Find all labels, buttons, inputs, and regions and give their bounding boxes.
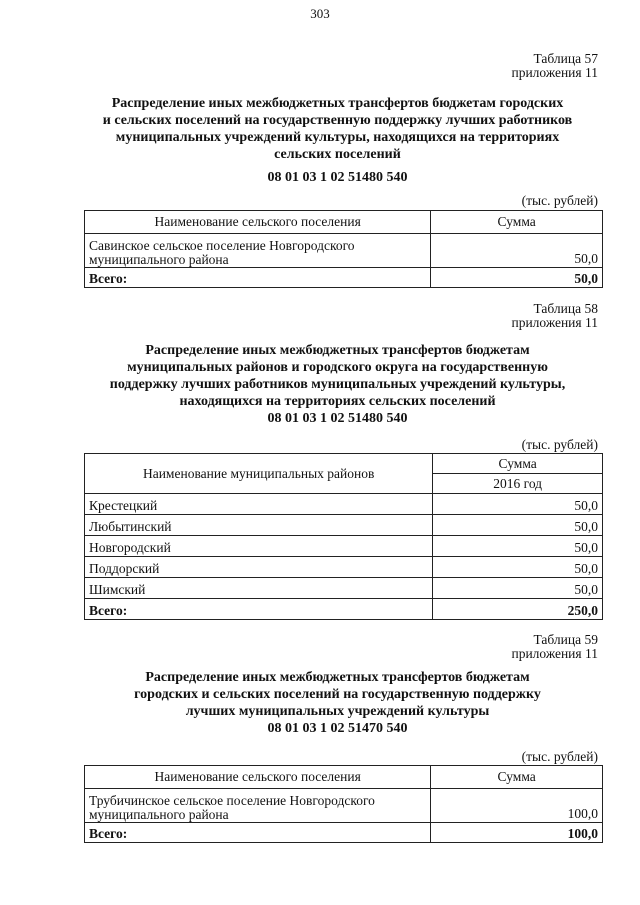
column-header-name: Наименование сельского поселения (85, 211, 431, 234)
total-row (85, 823, 603, 843)
title-line: сельских поселений (274, 147, 401, 162)
table-row (85, 494, 603, 515)
table-row (85, 789, 603, 823)
table59-title (60, 669, 615, 737)
total-value: 100,0 (431, 823, 603, 843)
table58-ref-line2: приложения 11 (511, 315, 598, 330)
amount-value: 100,0 (431, 789, 603, 823)
unit-label: (тыс. рублей) (521, 437, 598, 452)
table57-reference (511, 52, 598, 80)
budget-code: 08 01 03 1 02 51470 540 (267, 721, 408, 736)
district-name: Новгородский (85, 536, 433, 557)
settlement-name: Савинское сельское поселение Новгородского муниципального района (85, 234, 431, 268)
title-line: и сельских поселений на государственную поддержку лучших работников (102, 113, 573, 128)
total-value: 50,0 (431, 268, 603, 288)
title-line: лучших муниципальных учреждений культуры (185, 704, 490, 719)
table-row (85, 234, 603, 268)
title-line: Распределение иных межбюджетных трансфертов бюджетам (145, 670, 530, 685)
table58-ref-line1: Таблица 58 (533, 301, 598, 316)
table57-ref-line2: приложения 11 (511, 65, 598, 80)
title-line: муниципальных районов и городского округа на государственную (127, 360, 548, 375)
column-header-sum: Сумма (431, 766, 603, 789)
total-label: Всего: (85, 823, 431, 843)
settlement-name: Трубичинское сельское поселение Новгородского муниципального района (85, 789, 431, 823)
table-row (85, 515, 603, 536)
table57-ref-line1: Таблица 57 (533, 51, 598, 66)
total-row (85, 599, 603, 620)
table59-reference (511, 633, 598, 661)
total-label: Всего: (85, 268, 431, 288)
column-header-name: Наименование муниципальных районов (85, 454, 433, 494)
amount-value: 50,0 (433, 536, 603, 557)
budget-code: 08 01 03 1 02 51480 540 (267, 170, 408, 185)
table-row (85, 557, 603, 578)
district-name: Крестецкий (85, 494, 433, 515)
title-line: поддержку лучших работников муниципальных учреждений культуры, (109, 377, 566, 392)
table-row (85, 578, 603, 599)
title-line: муниципальных учреждений культуры, находящихся на территориях (115, 130, 560, 145)
table59-ref-line1: Таблица 59 (533, 632, 598, 647)
unit-label: (тыс. рублей) (521, 193, 598, 208)
column-header-sum: Сумма (431, 211, 603, 234)
table59-ref-line2: приложения 11 (511, 646, 598, 661)
total-value: 250,0 (433, 599, 603, 620)
amount-value: 50,0 (433, 494, 603, 515)
column-header-name: Наименование сельского поселения (85, 766, 431, 789)
district-name: Поддорский (85, 557, 433, 578)
budget-code: 08 01 03 1 02 51480 540 (267, 411, 408, 426)
table57 (84, 210, 603, 288)
table-row (85, 536, 603, 557)
title-line: находящихся на территориях сельских поселений (179, 394, 496, 409)
page-number: 303 (310, 6, 330, 21)
total-row (85, 268, 603, 288)
table58 (84, 453, 603, 620)
district-name: Шимский (85, 578, 433, 599)
table57-title (60, 95, 615, 186)
table58-title (60, 342, 615, 427)
column-header-sum: Сумма (433, 454, 603, 474)
table58-reference (511, 302, 598, 330)
title-line: городских и сельских поселений на государственную поддержку (134, 687, 541, 702)
unit-label: (тыс. рублей) (521, 749, 598, 764)
amount-value: 50,0 (433, 578, 603, 599)
title-line: Распределение иных межбюджетных трансфертов бюджетам (145, 343, 530, 358)
title-line: Распределение иных межбюджетных трансфертов бюджетам городских (111, 96, 564, 111)
column-header-year: 2016 год (433, 474, 603, 494)
amount-value: 50,0 (433, 557, 603, 578)
table59 (84, 765, 603, 843)
amount-value: 50,0 (431, 234, 603, 268)
district-name: Любытинский (85, 515, 433, 536)
total-label: Всего: (85, 599, 433, 620)
amount-value: 50,0 (433, 515, 603, 536)
